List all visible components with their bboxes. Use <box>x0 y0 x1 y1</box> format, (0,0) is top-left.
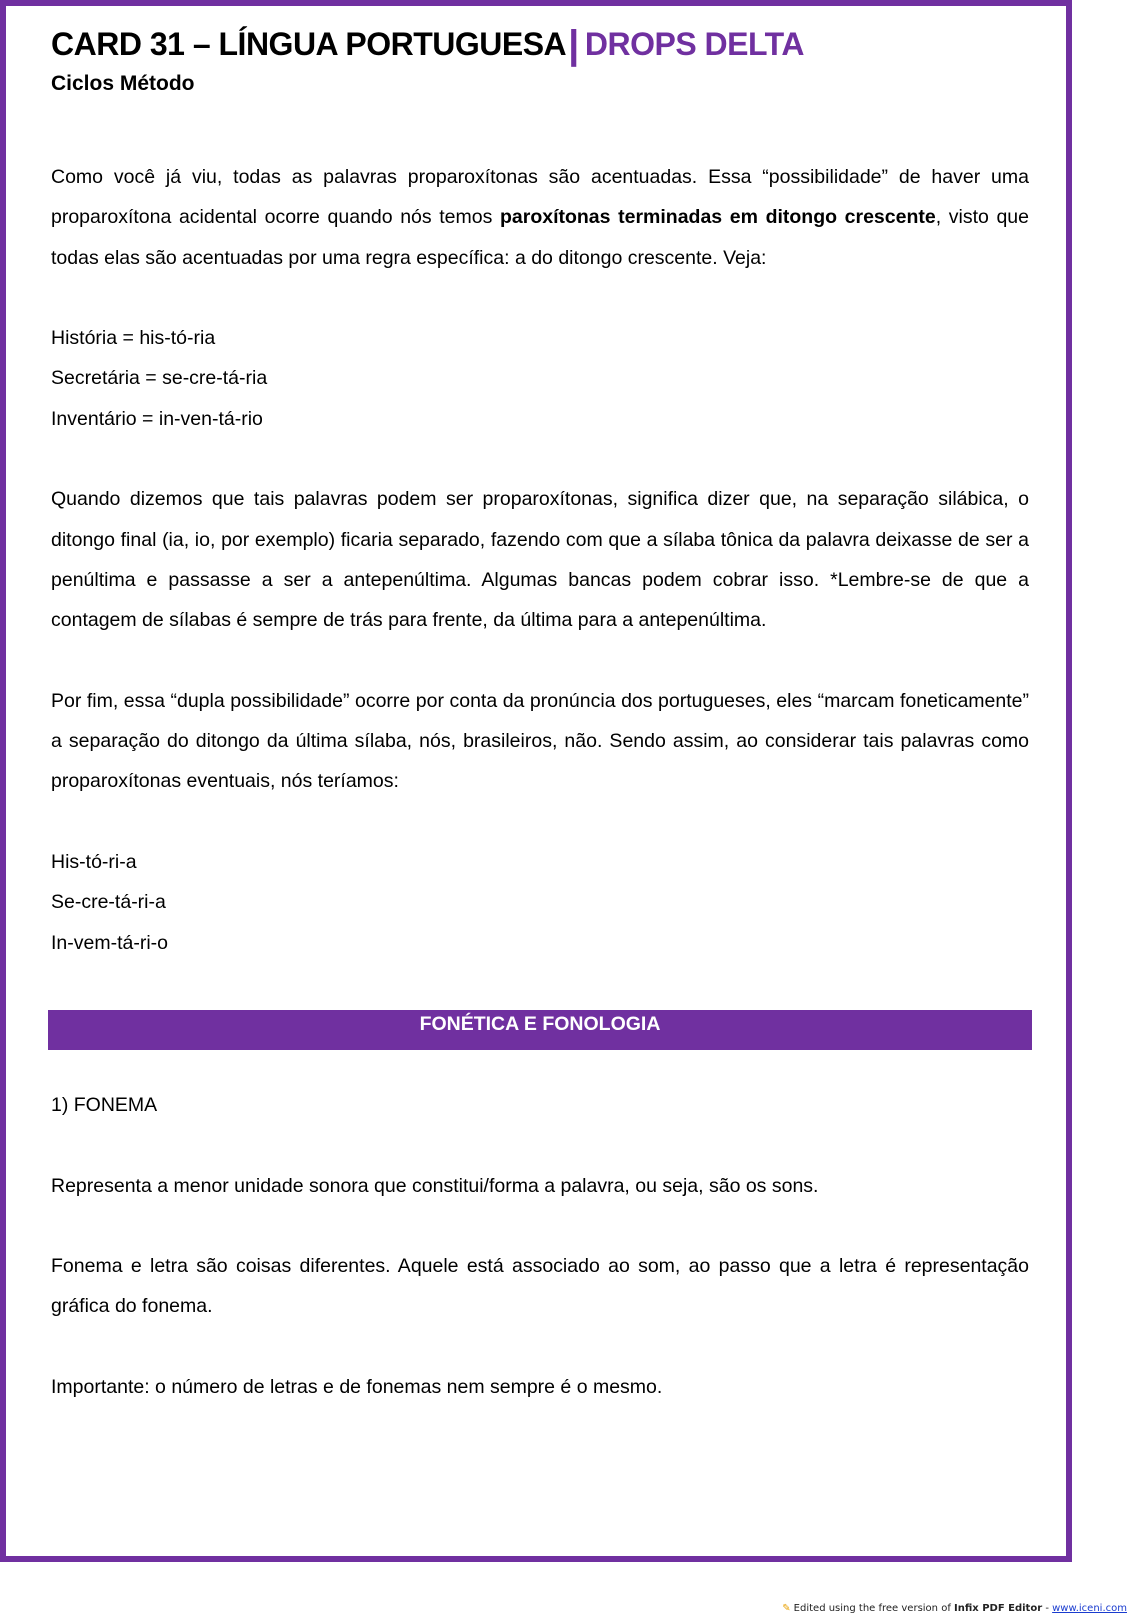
syllable-line: In-vem-tá-ri-o <box>51 931 169 954</box>
paragraph-1-bold: paroxítonas terminadas em ditongo crescente <box>499 206 936 229</box>
pen-icon: ✎ <box>782 1603 791 1614</box>
subtitle: Ciclos Método <box>51 72 195 95</box>
paragraph-1 <box>51 157 1029 278</box>
example-line: História = his-tó-ria <box>51 327 216 350</box>
footer-watermark <box>782 1603 1127 1614</box>
header <box>51 22 1031 99</box>
item-heading: 1) FONEMA <box>51 1094 158 1116</box>
paragraph-5: Fonema e letra são coisas diferentes. Aquele está associado ao som, ao passo que a letra é representação gráfica do fonema. <box>51 1255 1029 1318</box>
example-line: Secretária = se-cre-tá-ria <box>51 367 268 390</box>
footer-dash: - <box>1042 1603 1053 1614</box>
title-text: CARD 31 – LÍNGUA PORTUGUESA <box>51 26 567 62</box>
paragraph-4: Representa a menor unidade sonora que constitui/forma a palavra, ou seja, são os sons. <box>51 1174 819 1197</box>
paragraph-6: Importante: o número de letras e de fonemas nem sempre é o mesmo. <box>51 1376 663 1399</box>
syllable-line: His-tó-ri-a <box>51 851 137 874</box>
footer-brand: Infix PDF Editor <box>954 1603 1043 1614</box>
title-brand: DROPS DELTA <box>584 26 804 62</box>
footer-prefix: Edited using the free version of <box>793 1603 955 1614</box>
paragraph-3: Por fim, essa “dupla possibilidade” ocorre por conta da pronúncia dos portugueses, eles “marcam foneticamente” a separação do ditongo da última sílaba, nós, brasileiros, não. Sendo assim, ao considerar tais palavras como proparoxítonas eventuais, nós teríamos: <box>51 689 1029 793</box>
paragraph-2: Quando dizemos que tais palavras podem ser proparoxítonas, significa dizer que, na separação silábica, o ditongo final (ia, io, por exemplo) ficaria separado, fazendo com que a sílaba tônica da palavra deixasse de ser a penúltima e passasse a ser a antepenúltima. Algumas bancas podem cobrar isso. *Lembre-se de que a contagem de sílabas é sempre de trás para frente, da última para a antepenúltima. <box>51 488 1029 632</box>
page-title <box>51 22 1031 67</box>
paragraph-1-start: Como você já viu, todas as palavras proparoxítonas são acentuadas. Essa “possibilidade” de haver uma proparoxítona acidental ocorre quando nós temos <box>51 166 1029 229</box>
example-line: Inventário = in-ven-tá-rio <box>51 407 263 430</box>
paragraph-1-end: , visto que todas elas são acentuadas por uma regra específica: a do ditongo crescente. Veja: <box>51 206 1029 269</box>
section-heading-band: FONÉTICA E FONOLOGIA <box>48 1010 1032 1050</box>
title-separator: | <box>568 23 579 67</box>
main-content <box>51 157 1029 963</box>
syllable-line: Se-cre-tá-ri-a <box>51 891 166 914</box>
footer-link[interactable]: www.iceni.com <box>1052 1603 1127 1614</box>
section-content <box>51 1085 1029 1407</box>
